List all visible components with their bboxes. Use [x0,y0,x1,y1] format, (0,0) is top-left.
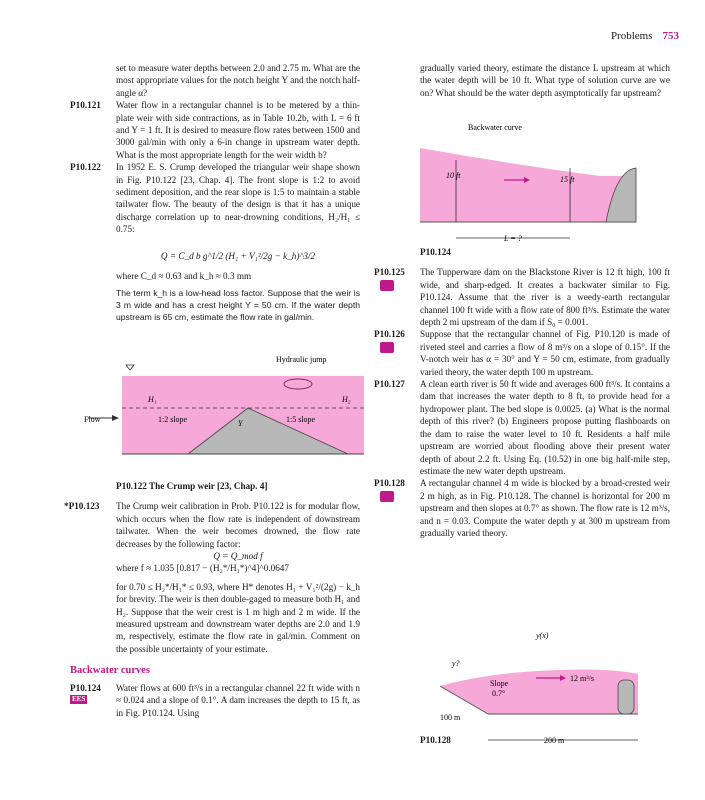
problem-text: The Tupperware dam on the Blackstone River is 12 ft high, 100 ft wide, and sharp-edged. It creates a backwater similar to Fig. P10.124. Assume that the river is a weedy-earth rectangular channel 100 ft wide with a flow rate of 800 ft³/s. Estimate the water depth 2 mi upstream of the dam if S₀ = 0.001. [420,267,670,328]
water-body [420,148,636,222]
figure-caption: P10.128 [420,735,451,745]
rear-slope-label: 1:5 slope [286,415,316,424]
jump-text: Hydraulic jump [276,355,327,364]
water-body [440,670,638,715]
problem-text-after: for 0.70 ≤ H₂*/H₁* ≤ 0.93, where H* denotes H₁ + V₁²/(2g) − k_h for brevity. The weir is then double-gaged to measure both H₁ and H₂. Suppose that the weir crest is 1 m high and 2 m wide. If the measured upstream and downstream water depths are 2.0 and 1.9 m, respectively, estimate the flow rate in gal/min. Comment on the possible uncertainty of your estimate. [116,581,360,654]
problem-text: The Crump weir calibration in Prob. P10.122 is for modular flow, which occurs when the flow rate is independent of downstream tailwater. When the weir becomes drowned, the flow rate decreases by the following factor: [116,501,360,549]
computer-icon [380,280,394,291]
section-heading: Backwater curves [70,665,150,677]
figure-p10-124 [420,120,670,252]
problem-label: P10.128 [374,478,405,489]
flow-label: Flow [84,415,101,424]
left-column-lower [64,480,360,719]
ees-badge: EES [72,694,86,703]
problem-label: *P10.123 [64,501,100,512]
flow-arrow-head-icon [112,415,119,421]
equation-where: where C_d ≈ 0.63 and k_h ≈ 0.3 mm [116,271,252,282]
problem-text-after: The term k_h is a low-head loss factor. Suppose that the weir is 3 m wide and has a crest height Y = 50 cm. If the water depth upstream is 65 cm, estimate the flow rate in gal/min. [116,287,360,323]
depth-y-label: y? [452,659,460,668]
backwater-curve-label: Backwater curve [468,123,522,132]
figure-p10-122 [84,355,364,464]
running-title: Problems [610,30,653,42]
intro-text: set to measure water depths between 2.0 and 2.75 m. What are the most appropriate values for the notch height Y and the notch half-angle α? [116,63,360,98]
problem-124-continued: gradually varied theory, estimate the distance L upstream at which the water depth will be 10 ft. What type of solution curve are we on? What should be the water depth asymptotically far upstream? [420,63,670,98]
problem-text: Water flows at 600 ft³/s in a rectangular channel 22 ft wide with n ≈ 0.024 and a slope of 0.1°. A dam increases the depth to 15 ft, as in Fig. P10.124. Using [116,682,360,718]
depth-10ft-label: 10 ft [446,171,461,180]
problem-label: P10.126 [374,329,405,340]
figure-caption: P10.124 [420,247,451,257]
page-number: 753 [662,30,679,42]
problem-label: P10.122 [70,162,101,173]
depth-15ft-label: 15 ft [560,175,575,184]
problem-label: P10.125 [374,267,405,278]
problem-text: In 1952 E. S. Crump developed the triangular weir shape shown in Fig. P10.122 [23, Chap. 4]. The front slope is 1:2 to avoid sediment deposition, and the rear slope is 1:5 to maintain a stable tailwater flow. The beauty of the design is that it has a unique discharge correlation up to near-drowning conditions, H₂/H₁ ≤ 0.75: [116,162,360,235]
distance-100m-label: 100 m [440,713,461,722]
water-level-icon [126,365,134,370]
figure-caption: P10.122 The Crump weir [23, Chap. 4] [116,481,268,491]
problem-127 [374,378,670,477]
right-column-middle [374,246,670,539]
right-column [420,62,670,99]
equation: Q = Q_mod f [213,551,263,562]
computer-icon [380,342,394,353]
distance-200m-label: 200 m [544,736,565,745]
left-column [70,62,360,324]
figure-p10-128 [420,628,670,748]
h1-label: H₁ [148,395,157,404]
problem-label: P10.124 [70,682,101,693]
problem-122 [70,161,360,323]
problem-text: A clean earth river is 50 ft wide and averages 600 ft³/s. It contains a dam that increases the water depth to 8 ft, to provide head for a hydropower plant. The bed slope is 0.0025. (a) What is the normal depth of this river? (b) Engineers propose putting flashboards on the dam to raise the water level to 10 ft. Residents a half mile upstream are worried about flooding above their present water depth of about 2.2 ft. Using Eq. (10.52) in one big half-mile step, estimate the new water depth upstream. [420,379,670,476]
problem-124 [70,682,360,719]
angle-label: 0.7° [492,689,506,698]
length-label: L = ? [504,234,522,243]
equation-where: where f ≈ 1.035 [0.817 − (H₂*/H₁*)^4]^0.0647 [116,563,289,574]
page-header [611,30,679,42]
broad-crested-weir [618,680,634,714]
equation: Q = C_d b g^1/2 (H₁ + V₁²/2g − k_h)^3/2 [160,250,316,261]
yx-label: y(x) [536,631,549,640]
figure-128-caption-wrap [420,734,540,746]
problem-126 [374,328,670,378]
problem-123 [64,500,360,655]
problem-text: Suppose that the rectangular channel of Fig. P10.120 is made of riveted steel and carries a flow of 8 m³/s on a slope of 0.15°. If the V-notch weir has α = 30° and Y = 50 cm, estimate, from gradually varied theory, the water depth 100 m upstream. [420,329,670,377]
problem-label: P10.121 [70,100,101,111]
problem-121 [70,99,360,161]
problem-128 [374,477,670,539]
flow-rate-label: 12 m³/s [570,674,594,683]
problem-125 [374,266,670,328]
crest-y-label: Y [238,419,243,428]
h2-label: H₂ [342,395,351,404]
jump-label [276,355,326,364]
slope-label: Slope [490,679,509,688]
computer-icon [380,491,394,502]
front-slope-label: 1:2 slope [158,415,188,424]
problem-text: Water flow in a rectangular channel is to be metered by a thin-plate weir with side contractions, as in Table 10.2b, with L = 6 ft and Y = 1 ft. It is desired to measure flow rates between 1500 and 3000 gal/min with only a 6-in change in upstream water depth. What is the most appropriate length for the weir width b? [116,100,360,160]
problem-text: A rectangular channel 4 m wide is blocked by a broad-crested weir 2 m high, as in Fig. P10.128. The channel is horizontal for 200 m upstream and then slopes at 0.7° as shown. The flow rate is 12 m³/s, and n = 0.03. Compute the water depth y at 300 m upstream from gradually varied theory. [420,478,670,538]
problem-label: P10.127 [374,379,405,390]
